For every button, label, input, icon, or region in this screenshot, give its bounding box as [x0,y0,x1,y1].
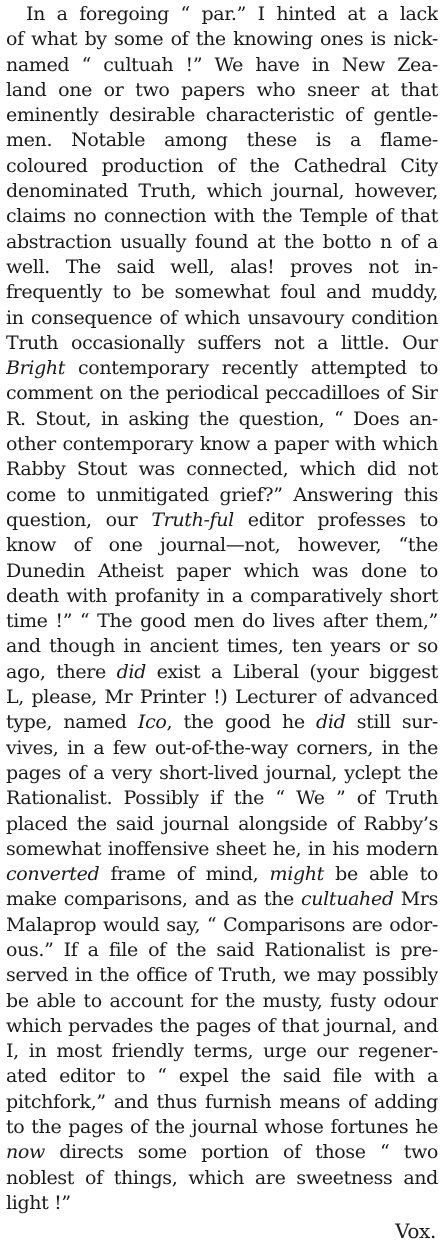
text-line: comment on the periodical peccadilloes of Sir [6,382,438,405]
text-line: Malaprop would say, “ Comparisons are odor- [6,913,438,936]
text-line: Rabby Stout was connected, which did not [6,458,438,481]
text-line: well. The said well, alas! proves not in- [6,255,438,278]
article-column [6,2,438,1245]
text-line: R. Stout, in asking the question, “ Does an- [6,407,438,430]
text-line: Truth occasionally suffers not a little. Our [6,331,438,354]
text-line: vives, in a few out-of-the-way corners, in the [6,736,438,759]
text-line: In a foregoing “ par.” I hinted at a lack [26,3,438,25]
text-line: converted frame of mind, might be able to [6,863,438,886]
text-line: ago, there did exist a Liberal (your biggest [6,660,438,683]
text-line: named “ cultuah !” We have in New Zea- [6,53,438,76]
text-line: time !” “ The good men do lives after them,” [6,610,438,633]
text-line: other contemporary know a paper with which [6,433,438,456]
text-line: claims no connection with the Temple of that [6,205,438,228]
text-line: ated editor to “ expel the said file with a [6,1065,438,1088]
text-line: eminently desirable characteristic of gentle- [6,104,438,127]
text-line: death with profanity in a comparatively short [6,584,438,607]
text-line: served in the office of Truth, we may possibly [6,964,438,987]
text-line: to the pages of the journal whose fortunes he [6,1116,438,1139]
text-line: know of one journal—not, however, “the [6,534,438,557]
text-line: placed the said journal alongside of Rabby’s [6,812,438,835]
text-line: noblest of things, which are sweetness and [6,1166,438,1189]
text-line: abstraction usually found at the botto n of a [6,230,438,253]
text-line: somewhat inoffensive sheet he, in his modern [6,837,438,860]
text-line: pitchfork,” and thus furnish means of adding [6,1090,438,1113]
text-line: frequently to be somewhat foul and muddy, [6,281,438,304]
text-line: Bright contemporary recently attempted to [6,357,438,380]
signature: Vox. [395,1219,436,1244]
text-line: come to unmitigated grief?” Answering this [6,483,438,506]
text-line: Dunedin Atheist paper which was done to [6,559,438,582]
article-body [6,2,438,1216]
text-line: men. Notable among these is a flame- [6,129,438,152]
text-line: question, our Truth-ful editor professes to [6,508,438,531]
text-line: be able to account for the musty, fusty odour [6,989,438,1012]
text-line: now directs some portion of those “ two [6,1141,438,1164]
text-line: light !” [6,1191,71,1214]
text-line: which pervades the pages of that journal, and [6,1014,438,1037]
text-line: L, please, Mr Printer !) Lecturer of advanced [6,686,438,709]
text-line: land one or two papers who sneer at that [6,78,438,101]
text-line: make comparisons, and as the cultuahed Mrs [6,888,438,911]
text-line: and though in ancient times, ten years or so [6,635,438,658]
text-line: type, named Ico, the good he did still sur- [6,711,438,734]
text-line: pages of a very short-lived journal, yclept the [6,761,438,784]
text-line: in consequence of which unsavoury condition [6,306,438,329]
text-line: Rationalist. Possibly if the “ We ” of Truth [6,787,438,810]
text-line: denominated Truth, which journal, however, [6,180,438,203]
text-line: I, in most friendly terms, urge our regener- [6,1040,438,1063]
text-line: of what by some of the knowing ones is nick- [6,28,438,51]
text-line: ous.” If a file of the said Rationalist is pre- [6,938,438,961]
text-line: coloured production of the Cathedral City [6,154,438,177]
